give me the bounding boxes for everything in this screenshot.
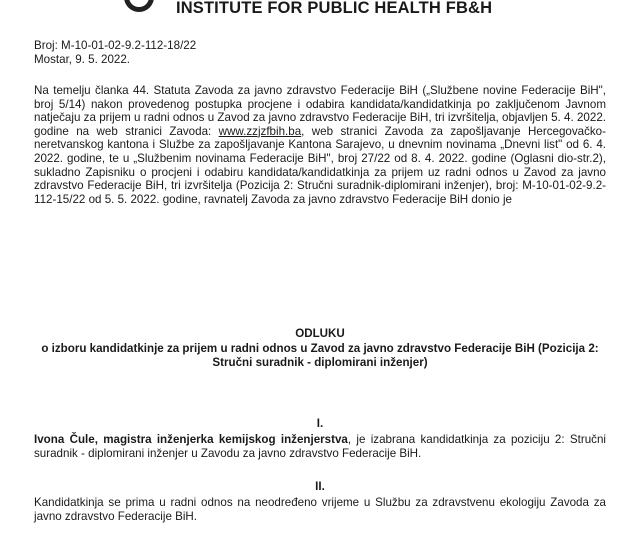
place-date: Mostar, 9. 5. 2022. — [34, 52, 131, 66]
preamble-paragraph — [34, 84, 606, 206]
institute-name: INSTITUTE FOR PUBLIC HEALTH FB&H — [176, 0, 493, 17]
decision-title: ODLUKU — [295, 327, 345, 340]
selected-candidate-name: Ivona Čule, magistra inženjerka kemijskog inženjerstva — [34, 433, 348, 446]
preamble-text-start: Na temelju članka 44. Statuta Zavoda za javno zdravstvo Federacije BiH („Službene novine Federacije BiH", broj 5/14) nakon provedenog postupka procjene i odabira kandidata/kandidatkinja po zaključenom Javnom natječaju za prijem u radni odnos u Zavod za javno zdravstvo Federacije BiH, tri izvršitelja, objavljen 5. 4. 2022. godine na web stranici Zavoda: — [34, 84, 606, 138]
section-1-text — [34, 433, 606, 460]
letterhead — [0, 0, 644, 22]
reference-number: Broj: M-10-01-02-9.2-112-18/22 — [34, 39, 197, 52]
section-2-number: II. — [315, 480, 325, 493]
institute-logo-icon — [124, 0, 154, 12]
document-meta — [34, 39, 606, 66]
section-1-body: , je izabrana kandidatkinja za poziciju 2: Stručni suradnik - diplomirani inženjer u Zavodu za javno zdravstvo Federacije BiH. — [34, 433, 606, 460]
website-link[interactable]: www.zzjzfbih.ba — [218, 124, 302, 138]
decision-subtitle: o izboru kandidatkinje za prijem u radni odnos u Zavod za javno zdravstvo Federacije BiH (Pozicija 2: Stručni suradnik - diplomirani inženjer) — [41, 342, 599, 369]
section-1-number: I. — [316, 417, 324, 430]
preamble-text-end: , web stranici Zavoda za zapošljavanje Hercegovačko-neretvanskog kantona i Službe za zapošljavanje Kantona Sarajevo, u dnevnim novinama „Dnevni list" od 6. 4. 2022. godine, te u „Službenim novinama Federacije BiH", broj 27/22 od 8. 4. 2022. godine (Oglasni dio-str.2), sukladno Zapisniku o procjeni i odabiru kandidata/kandidatkinja za prijem uz radni odnos u Zavod za javno zdravstvo Federacije BiH, tri izvršitelja (Pozicija 2: Stručni suradnik-diplomirani inženjer), broj: M-10-01-02-9.2-112-15/22 od 5. 5. 2022. godine, ravnatelj Zavoda za javno zdravstvo Federacije BiH donio je — [34, 124, 606, 206]
section-2-text: Kandidatkinja se prima u radni odnos na neodređeno vrijeme u Službu za zdravstvenu ekologiju Zavoda za javno zdravstvo Federacije BiH. — [34, 496, 606, 523]
